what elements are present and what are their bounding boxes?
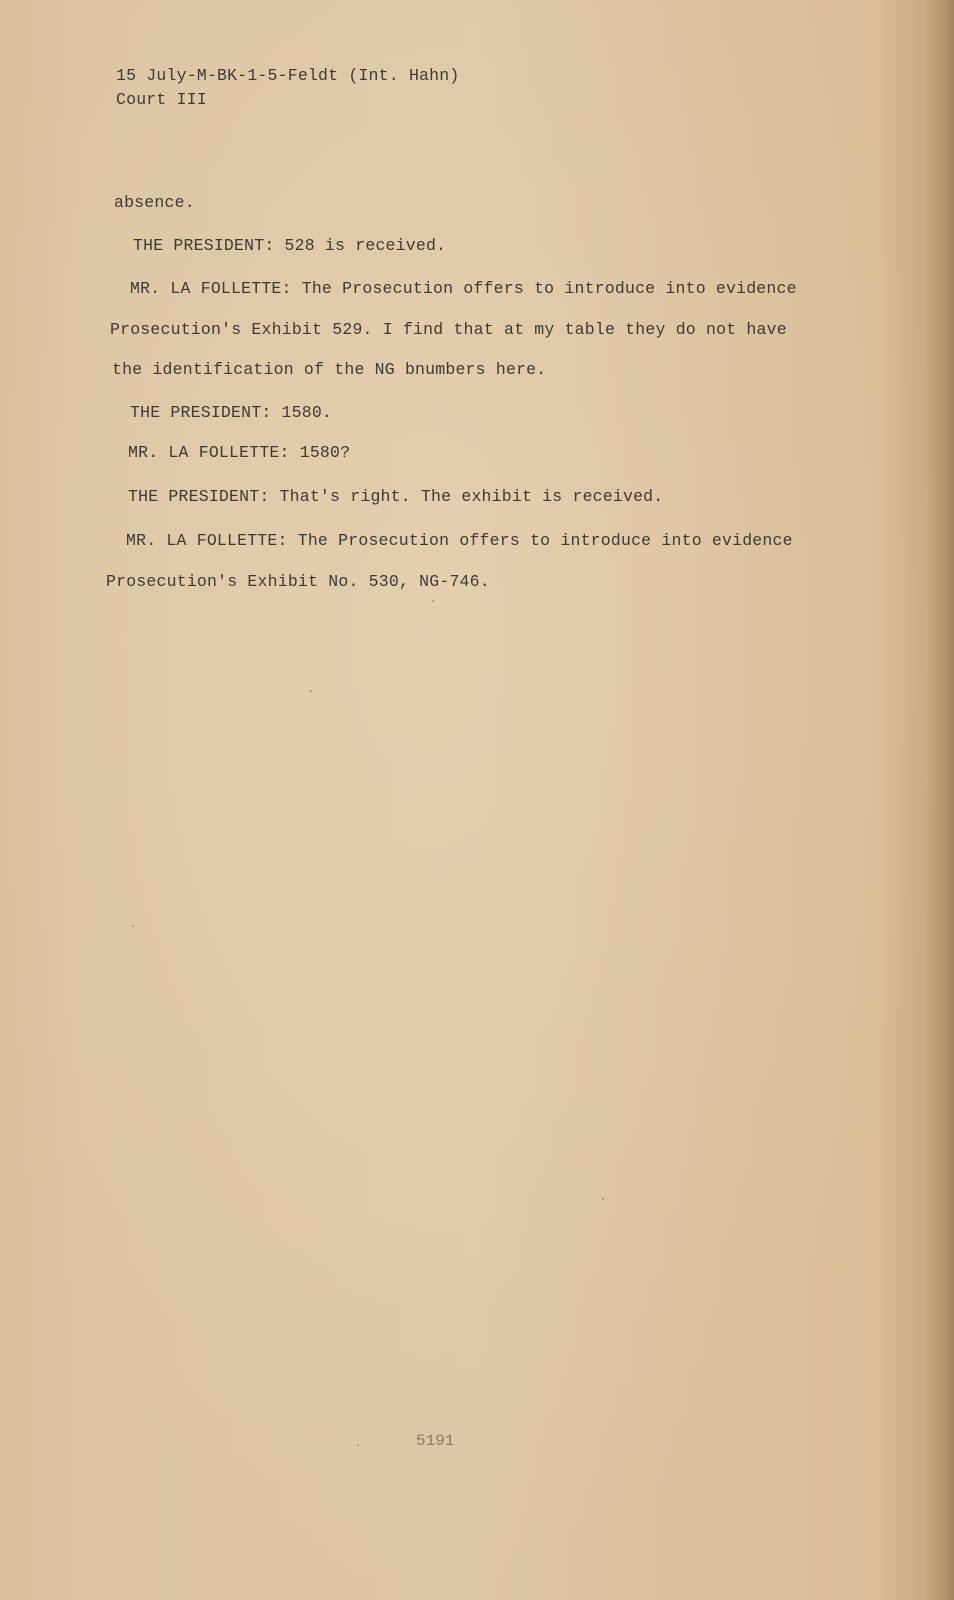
paper-speck	[432, 600, 434, 602]
header-line-1: 15 July-M-BK-1-5-Feldt (Int. Hahn)	[116, 66, 460, 85]
transcript-line: MR. LA FOLLETTE: 1580?	[128, 443, 351, 462]
transcript-line: MR. LA FOLLETTE: The Prosecution offers to introduce into evidence	[130, 279, 797, 298]
transcript-line: THE PRESIDENT: 1580.	[130, 403, 333, 422]
paper-speck	[132, 925, 134, 927]
transcript-line: Prosecution's Exhibit No. 530, NG-746.	[106, 572, 490, 591]
page-edge-shadow	[926, 0, 954, 1600]
transcript-line: absence.	[114, 193, 195, 212]
transcript-line: THE PRESIDENT: That's right. The exhibit is received.	[128, 487, 664, 506]
paper-speck	[310, 690, 312, 692]
transcript-line: Prosecution's Exhibit 529. I find that at my table they do not have	[110, 320, 787, 339]
transcript-line: the identification of the NG bnumbers here.	[112, 360, 547, 379]
page-number: 5191	[416, 1432, 455, 1450]
paper-speck	[602, 1198, 604, 1200]
transcript-line: THE PRESIDENT: 528 is received.	[133, 236, 447, 255]
transcript-line: MR. LA FOLLETTE: The Prosecution offers to introduce into evidence	[126, 531, 793, 550]
header-line-2: Court III	[116, 90, 207, 109]
paper-speck	[357, 1444, 359, 1446]
